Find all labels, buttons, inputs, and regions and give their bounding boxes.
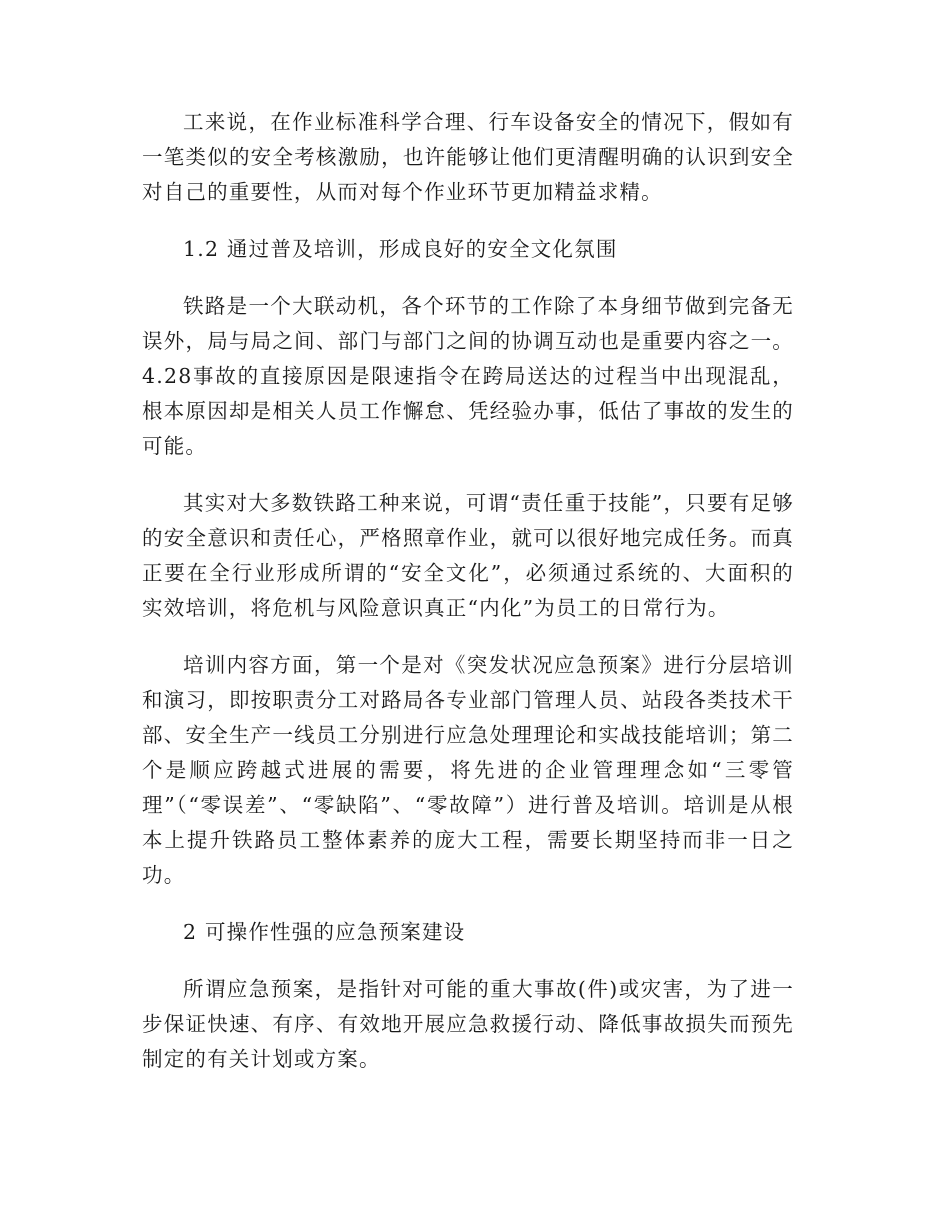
paragraph-emergency-plan-definition: 所谓应急预案，是指针对可能的重大事故(件)或灾害，为了进一步保证快速、有序、有效地开展应急救援行动、降低事故损失而预先制定的有关计划或方案。 (142, 977, 794, 1071)
paragraph-training-content: 培训内容方面，第一个是对《突发状况应急预案》进行分层培训和演习，即按职责分工对路局各专业部门管理人员、站段各类技术干部、安全生产一线员工分别进行应急处理理论和实战技能培训；第二个是顺应跨越式进展的需要，将先进的企业管理理念如“三零管理”（“零误差”、“零缺陷”、“零故障”）进行普及培训。培训是从根本上提升铁路员工整体素养的庞大工程，需要长期坚持而非一日之功。 (142, 653, 794, 887)
document-page (142, 105, 794, 1099)
section-heading-2: 2 可操作性强的应急预案建设 (183, 920, 466, 944)
paragraph-safety-incentive: 工来说，在作业标准科学合理、行车设备安全的情况下，假如有一笔类似的安全考核激励，也许能够让他们更清醒明确的认识到安全对自己的重要性，从而对每个作业环节更加精益求精。 (142, 110, 794, 204)
section-heading-1-2: 1.2 通过普及培训，形成良好的安全文化氛围 (183, 237, 618, 261)
paragraph-railway-coordination: 铁路是一个大联动机，各个环节的工作除了本身细节做到完备无误外，局与局之间、部门与部门之间的协调互动也是重要内容之一。4.28事故的直接原因是限速指令在跨局送达的过程当中出现混乱，根本原因却是相关人员工作懈怠、凭经验办事，低估了事故的发生的可能。 (142, 294, 794, 458)
paragraph-safety-culture: 其实对大多数铁路工种来说，可谓“责任重于技能”，只要有足够的安全意识和责任心，严格照章作业，就可以很好地完成任务。而真正要在全行业形成所谓的“安全文化”，必须通过系统的、大面积的实效培训，将危机与风险意识真正“内化”为员工的日常行为。 (142, 491, 794, 620)
